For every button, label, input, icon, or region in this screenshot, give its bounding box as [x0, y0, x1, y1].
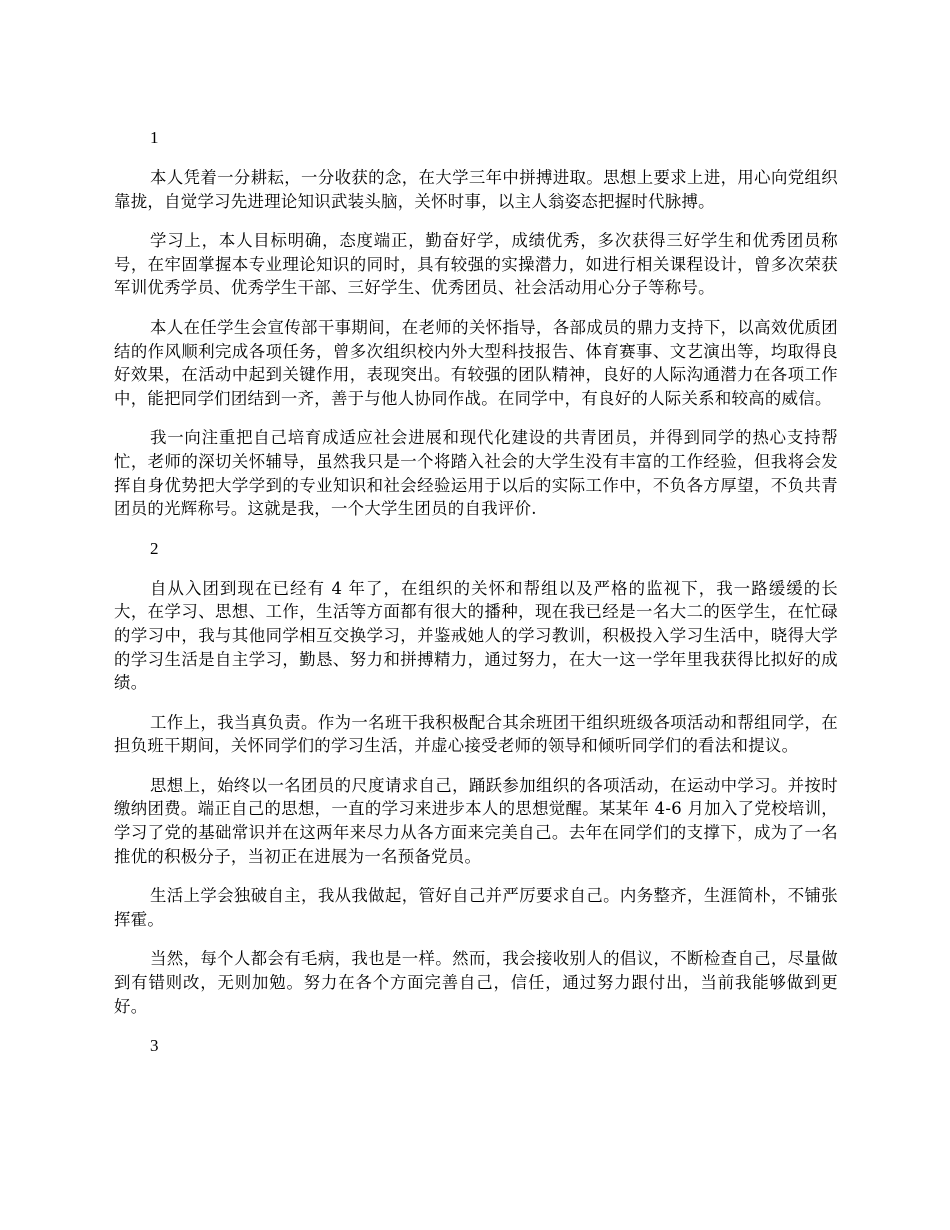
section-number: 3 [150, 1036, 159, 1056]
paragraph: 工作上，我当真负责。作为一名班干我积极配合其余班团干组织班级各项活动和帮组同学，在担负班干期间，关怀同学们的学习生活，并虚心接受老师的领导和倾听同学们的看法和提议。 [114, 712, 838, 756]
paragraph: 我一向注重把自己培育成适应社会进展和现代化建设的共青团员，并得到同学的热心支持帮忙，老师的深切关怀辅导，虽然我只是一个将踏入社会的大学生没有丰富的工作经验，但我将会发挥自身优势把大学学到的专业知识和社会经验运用于以后的实际工作中，不负各方厚望，不负共青团员的光辉称号。这就是我，一个大学生团员的自我评价. [114, 428, 838, 519]
paragraph: 本人在任学生会宣传部干事期间，在老师的关怀指导，各部成员的鼎力支持下，以高效优质团结的作风顺利完成各项任务，曾多次组织校内外大型科技报告、体育赛事、文艺演出等，均取得良好效果，在活动中起到关键作用，表现突出。有较强的团队精神，良好的人际沟通潜力在各项工作中，能把同学们团结到一齐，善于与他人协同作战。在同学中，有良好的人际关系和较高的威信。 [114, 317, 838, 408]
paragraph: 生活上学会独破自主，我从我做起，管好自己并严厉要求自己。内务整齐，生涯简朴，不铺张挥霍。 [114, 886, 838, 929]
paragraph: 学习上，本人目标明确，态度端正，勤奋好学，成绩优秀，多次获得三好学生和优秀团员称号，在牢固掌握本专业理论知识的同时，具有较强的实操潜力，如进行相关课程设计，曾多次荣获军训优秀学员、优秀学生干部、三好学生、优秀团员、社会活动用心分子等称号。 [114, 231, 838, 298]
paragraph: 思想上，始终以一名团员的尺度请求自己，踊跃参加组织的各项活动，在运动中学习。并按时缴纳团费。端正自己的思想，一直的学习来进步本人的思想觉醒。某某年 4-6 月加入了党校培训，学习了党的基础常识并在这两年来尽力从各方面来完美自己。去年在同学们的支撑下，成为了一名推优的积极分子，当初正在进展为一名预备党员。 [114, 775, 838, 866]
paragraph: 自从入团到现在已经有 4 年了，在组织的关怀和帮组以及严格的监视下，我一路缓缓的长大，在学习、思想、工作，生活等方面都有很大的播种，现在我已经是一名大二的医学生，在忙碌的学习中，我与其他同学相互交换学习，并鉴戒她人的学习教训，积极投入学习生活中，晓得大学的学习生活是自主学习，勤恳、努力和拼搏精力，通过努力，在大一这一学年里我获得比拟好的成绩。 [114, 578, 838, 693]
paragraph: 本人凭着一分耕耘，一分收获的念，在大学三年中拼搏进取。思想上要求上进，用心向党组织靠拢，自觉学习先进理论知识武装头脑，关怀时事，以主人翁姿态把握时代脉搏。 [114, 168, 838, 211]
paragraph: 当然，每个人都会有毛病，我也是一样。然而，我会接收别人的倡议，不断检查自己，尽量做到有错则改，无则加勉。努力在各个方面完善自己，信任，通过努力跟付出，当前我能够做到更好。 [114, 949, 838, 1016]
section-number: 1 [150, 128, 159, 147]
section-number: 2 [150, 538, 159, 558]
document-body [114, 126, 838, 1074]
